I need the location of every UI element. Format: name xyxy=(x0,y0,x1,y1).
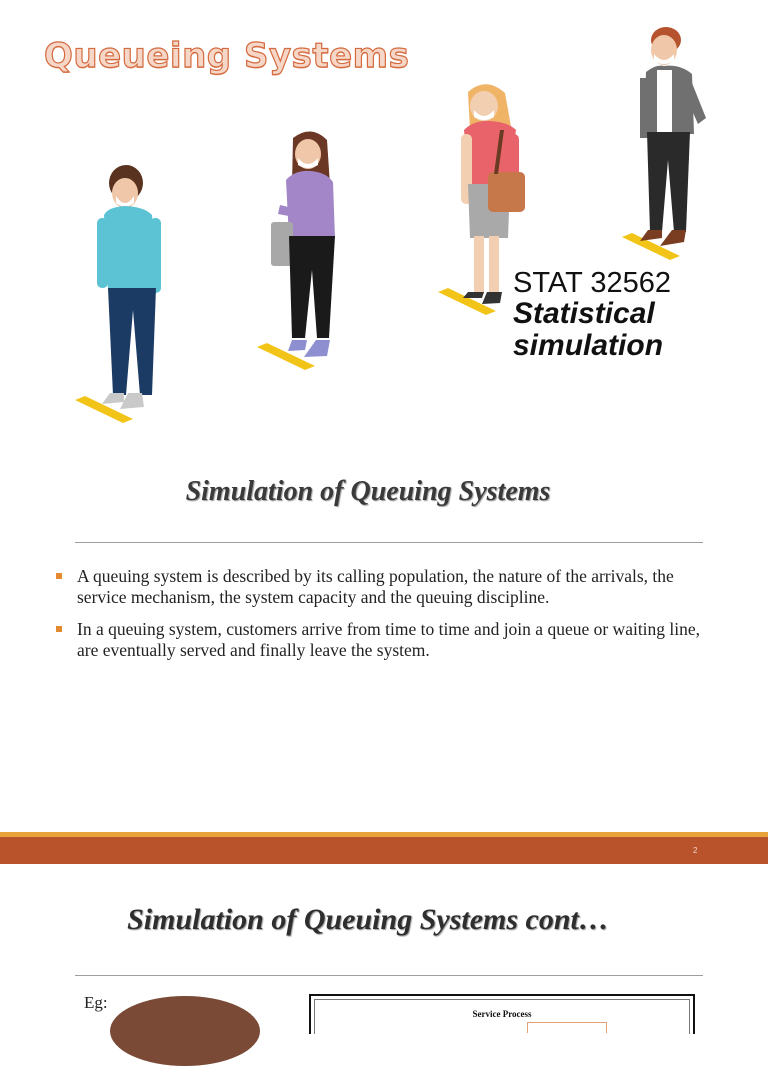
bullet-square-icon xyxy=(56,573,62,579)
course-name-line1: Statistical xyxy=(513,297,655,331)
footer-bar xyxy=(0,837,768,864)
divider xyxy=(75,975,703,976)
diagram-inner-frame xyxy=(314,999,690,1034)
course-info xyxy=(513,268,671,361)
example-label: Eg: xyxy=(84,993,108,1012)
slide2-section-title: Simulation of Queuing Systems cont… xyxy=(127,903,609,936)
bullet-text: A queuing system is described by its calling population, the nature of the arrivals, the service mechanism, the system capacity and the queuing discipline. xyxy=(77,566,674,607)
person-woman-purple-top-icon xyxy=(271,131,335,357)
person-man-gray-jacket-icon xyxy=(640,27,706,246)
bullet-square-icon xyxy=(56,626,62,632)
service-process-diagram xyxy=(309,994,695,1034)
course-name-line2: simulation xyxy=(513,328,664,362)
diagram-label: Service Process xyxy=(472,1009,532,1019)
bullet-item xyxy=(56,566,716,608)
person-man-blue-shirt-icon xyxy=(97,165,161,409)
divider xyxy=(75,542,703,543)
slide-title: Queueing Systems xyxy=(44,36,410,76)
oval-shape xyxy=(110,996,260,1066)
page-number: 2 xyxy=(693,846,698,855)
bullet-text: In a queuing system, customers arrive from time to time and join a queue or waiting line, are eventually served and finally leave the system. xyxy=(77,619,701,660)
bullet-list xyxy=(56,566,716,672)
people-queue-illustration xyxy=(0,0,768,440)
course-code: STAT 32562 xyxy=(513,267,671,299)
section-title: Simulation of Queuing Systems xyxy=(185,476,551,507)
bullet-item xyxy=(56,619,716,661)
